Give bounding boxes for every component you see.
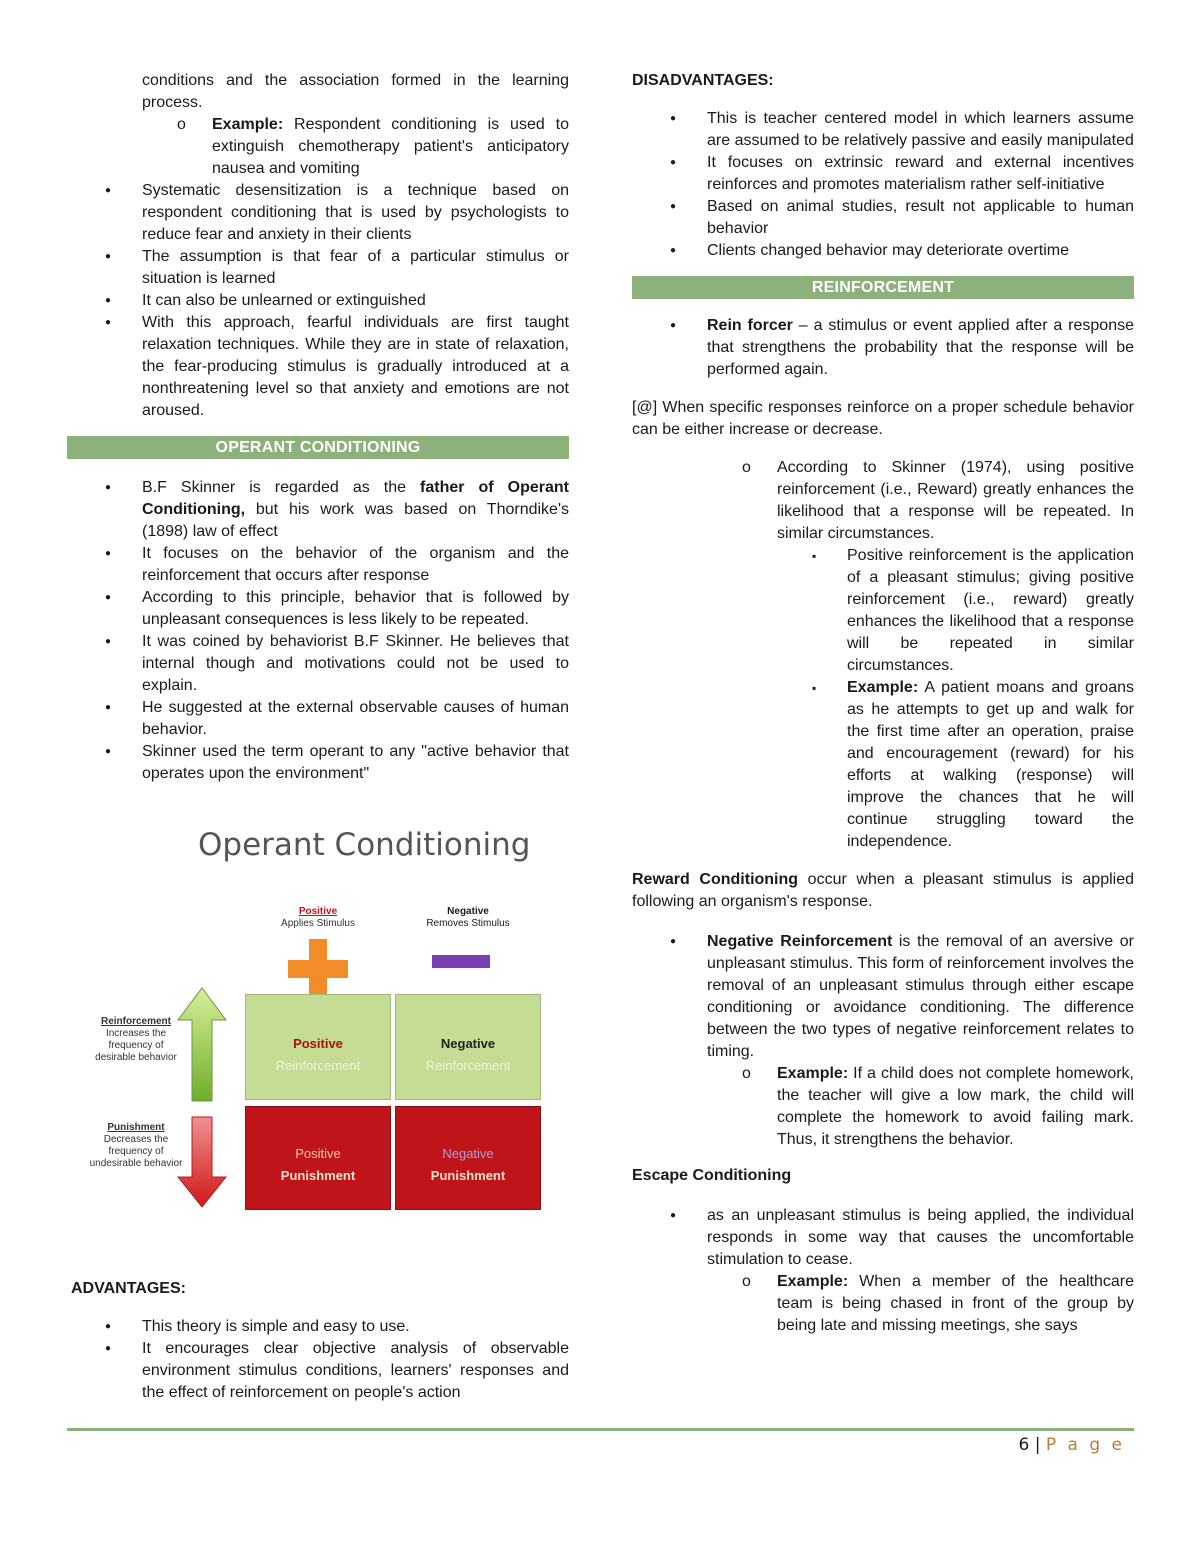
disadvantages-heading: DISADVANTAGES: <box>632 72 774 89</box>
bullet-item: ● Based on animal studies, result not applicable to human behavior <box>632 196 1134 240</box>
example-item <box>632 1063 1134 1151</box>
negative-reinforcement-box <box>395 994 541 1100</box>
bold-phrase: Reward Conditioning <box>632 871 799 888</box>
bold-phrase: father of Operant Conditioning, <box>142 479 569 518</box>
example-label: Example: <box>777 1065 849 1082</box>
disadvantages-list <box>632 108 1134 262</box>
positive-sub: Applies Stimulus <box>281 918 355 929</box>
bullet-item <box>632 931 1134 1063</box>
advantages-list <box>67 1316 569 1404</box>
negative-head: Negative <box>447 906 489 917</box>
footer-rule <box>67 1428 1134 1431</box>
positive-reinforcement-list <box>632 545 1134 853</box>
paragraph-text: occur when a pleasant stimulus is applied following an organism's response. <box>632 871 1135 910</box>
example-text: A patient moans and groans as he attempts to get up and walk for the first time after an operation, praise and encouragement (reward) for his efforts at walking (response) will improve the chances that he will continue struggling toward the independence. <box>847 679 1134 850</box>
skinner-item: o According to Skinner (1974), using positive reinforcement (i.e., Reward) greatly enhances the likelihood that a response will be repeated. In similar circumstances. <box>632 457 1134 545</box>
intro-example <box>67 114 569 180</box>
bold-phrase: Rein forcer <box>707 317 793 334</box>
bullet-item: ● This theory is simple and easy to use. <box>67 1316 569 1338</box>
punishment-sub: Decreases the frequency of undesirable behavior <box>89 1134 183 1169</box>
operant-conditioning-band: OPERANT CONDITIONING <box>67 436 569 459</box>
bullet-item: ● According to this principle, behavior that is followed by unpleasant consequences is less likely to be repeated. <box>67 587 569 631</box>
page-footer <box>1018 1434 1125 1456</box>
reward-conditioning-paragraph <box>632 869 1134 913</box>
bullet-text: B.F Skinner is regarded as the <box>142 479 421 496</box>
escape-conditioning-heading: Escape Conditioning <box>632 1167 792 1184</box>
box-line-1: Positive <box>295 1146 341 1161</box>
figure-title: Operant Conditioning <box>198 827 531 863</box>
square-bullet-item: ▪ Positive reinforcement is the application of a pleasant stimulus; giving positive reinforcement (i.e., reward) greatly enhances the likelihood that a response will be repeated in similar circumstances. <box>632 545 1134 677</box>
right-column <box>632 70 1134 1337</box>
bullet-item: ● This is teacher centered model in which learners assume are assumed to be relatively passive and easily manipulated <box>632 108 1134 152</box>
bullet-item: ● It focuses on the behavior of the organism and the reinforcement that occurs after response <box>67 543 569 587</box>
punishment-head: Punishment <box>107 1122 165 1133</box>
advantages-section <box>67 1278 569 1404</box>
box-line-2: Reinforcement <box>275 1058 361 1073</box>
bullet-item: ● He suggested at the external observable causes of human behavior. <box>67 697 569 741</box>
box-line-1: Positive <box>293 1036 343 1051</box>
box-line-2: Punishment <box>280 1168 356 1183</box>
example-text: If a child does not complete homework, the teacher will give a low mark, the child will complete the homework to avoid failing mark. Thus, it strengthens the behavior. <box>777 1065 1134 1148</box>
bold-phrase: Negative Reinforcement <box>707 933 893 950</box>
bullet-text: but his work was based on Thorndike's (1898) law of effect <box>142 501 569 540</box>
bullet-item <box>632 315 1134 381</box>
intro-bullets <box>67 180 569 422</box>
reinforcement-head: Reinforcement <box>100 1016 171 1027</box>
left-column <box>67 70 569 785</box>
schedule-paragraph: [@] When specific responses reinforce on a proper schedule behavior can be either increase or decrease. <box>632 399 1134 438</box>
bullet-item: ● Systematic desensitization is a technique based on respondent conditioning that is used by psychologists to reduce fear and anxiety in their clients <box>67 180 569 246</box>
bullet-item: ● With this approach, fearful individuals are first taught relaxation techniques. While they are in state of relaxation, the fear-producing stimulus is gradually introduced at a nonthreatening level so that anxiety and emotions are not aroused. <box>67 312 569 422</box>
reinforcement-band: REINFORCEMENT <box>632 276 1134 299</box>
square-bullet-item <box>632 677 1134 853</box>
reinforcer-list <box>632 315 1134 381</box>
box-line-1: Negative <box>440 1036 496 1051</box>
positive-header <box>258 906 378 930</box>
positive-punishment-box <box>245 1106 391 1210</box>
negative-header <box>408 906 528 930</box>
bullet-item: ● as an unpleasant stimulus is being applied, the individual responds in some way that causes the uncomfortable stimulation to cease. <box>632 1205 1134 1271</box>
positive-reinforcement-box <box>245 994 391 1100</box>
example-label: Example: <box>777 1273 849 1290</box>
escape-list <box>632 1205 1134 1271</box>
intro-continuation: conditions and the association formed in the learning process. <box>142 72 569 111</box>
example-label: Example: <box>847 679 919 696</box>
bullet-text: is the removal of an aversive or unpleasant stimulus. This form of reinforcement involves the removal of an unpleasant stimulus through either escape conditioning or avoidance conditioning. The difference between the two types of negative reinforcement relates to timing. <box>707 933 1134 1060</box>
negative-punishment-box <box>395 1106 541 1210</box>
page-number: 6 <box>1018 1435 1030 1455</box>
advantages-heading: ADVANTAGES: <box>71 1280 186 1297</box>
negative-sub: Removes Stimulus <box>426 918 510 929</box>
example3-list <box>632 1063 1134 1151</box>
example-item <box>632 1271 1134 1337</box>
box-line-2: Reinforcement <box>425 1058 511 1073</box>
example-text: When a member of the healthcare team is being chased in front of the group by being late and missing meetings, she says <box>777 1273 1134 1334</box>
negative-reinforcement-list <box>632 931 1134 1063</box>
bullet-item: ● Skinner used the term operant to any "active behavior that operates upon the environment" <box>67 741 569 785</box>
example-text: Respondent conditioning is used to extinguish chemotherapy patient's anticipatory nausea and vomiting <box>212 116 569 177</box>
bullet-item: ● It focuses on extrinsic reward and external incentives reinforces and promotes materialism rather self-initiative <box>632 152 1134 196</box>
positive-head: Positive <box>298 906 338 917</box>
bullet-item <box>67 477 569 543</box>
punishment-label <box>88 1122 184 1170</box>
page-word: P a g e <box>1045 1435 1125 1455</box>
box-line-2: Punishment <box>430 1168 506 1183</box>
operant-bullets <box>67 477 569 785</box>
example-label: Example: <box>212 116 284 133</box>
bullet-item: ● It was coined by behaviorist B.F Skinner. He believes that internal though and motivations could not be used to explain. <box>67 631 569 697</box>
intro-example-list <box>67 114 569 180</box>
footer-separator: | <box>1034 1435 1041 1455</box>
box-line-1: Negative <box>442 1146 494 1161</box>
bullet-item: ● It can also be unlearned or extinguished <box>67 290 569 312</box>
bullet-item: ● Clients changed behavior may deteriorate overtime <box>632 240 1134 262</box>
reinforcement-label <box>88 1016 184 1064</box>
reinforcement-sub: Increases the frequency of desirable behavior <box>95 1028 177 1063</box>
bullet-text: – a stimulus or event applied after a response that strengthens the probability that the response will be performed again. <box>707 317 1135 378</box>
minus-icon <box>432 955 490 968</box>
example4-list <box>632 1271 1134 1337</box>
bullet-item: ● It encourages clear objective analysis of observable environment stimulus conditions, learners' responses and the effect of reinforcement on people's action <box>67 1338 569 1404</box>
bullet-item: ● The assumption is that fear of a particular stimulus or situation is learned <box>67 246 569 290</box>
skinner-list <box>632 457 1134 545</box>
operant-conditioning-figure <box>88 827 548 1220</box>
